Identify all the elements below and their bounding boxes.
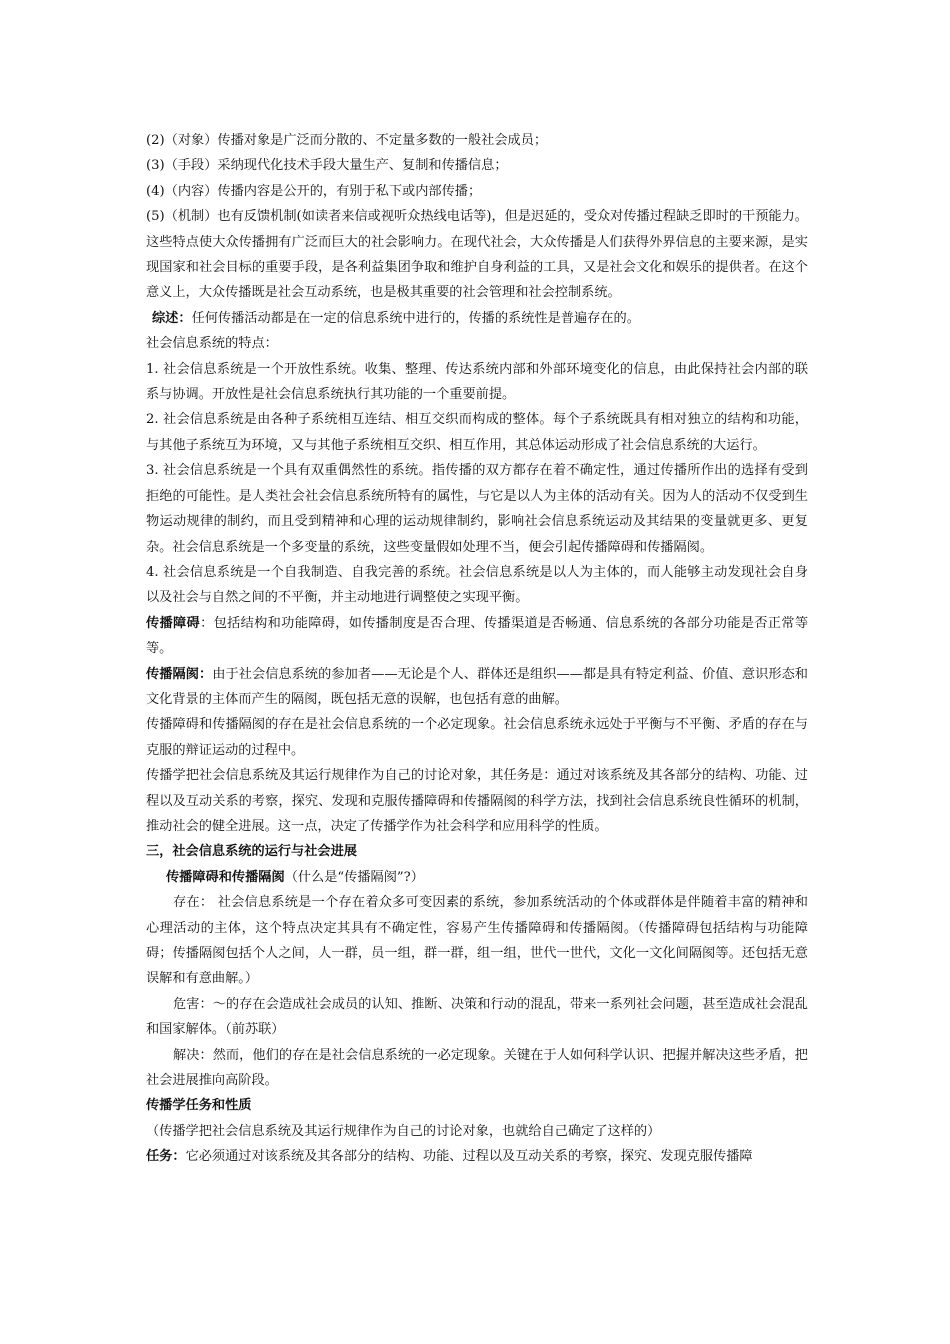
- definition-text: ：包括结构和功能障碍，如传播制度是否合理、传播渠道是否畅通、信息系统的各部分功能是否正常等等。: [146, 615, 809, 657]
- list-item: 2. 社会信息系统是由各种子系统相互连结、相互交织而构成的整体。每个子系统既具有相对独立的结构和功能，与其他子系统互为环境，又与其他子系统相互交织、相互作用，其总体运动形成了社会信息系统的大运行。: [146, 412, 808, 453]
- summary-label: 综述：: [152, 310, 192, 326]
- definition-paragraph: [146, 662, 808, 713]
- term-label: 传播障碍: [146, 615, 201, 631]
- subsection-heading: [146, 865, 808, 890]
- list-item: 4. 社会信息系统是一个自我制造、自我完善的系统。社会信息系统是以人为主体的，而人能够主动发现社会自身以及社会与自然之间的不平衡，并主动地进行调整使之实现平衡。: [146, 564, 808, 606]
- subsection-title: 传播障碍和传播隔阂: [166, 869, 285, 885]
- section-heading: 三，社会信息系统的运行与社会进展: [146, 844, 357, 860]
- task-paragraph: [146, 1144, 808, 1169]
- paragraph: 解决：然而，他们的存在是社会信息系统的一必定现象。关键在于人如何科学认识、把握并解决这些矛盾，把社会进展推向高阶段。: [146, 1047, 808, 1089]
- list-item: 1. 社会信息系统是一个开放性系统。收集、整理、传达系统内部和外部环境变化的信息，由此保持社会内部的联系与协调。开放性是社会信息系统执行其功能的一个重要前提。: [146, 361, 808, 403]
- paragraph: 危害：～的存在会造成社会成员的认知、推断、决策和行动的混乱，带来一系列社会问题，甚至造成社会混乱和国家解体。（前苏联）: [146, 996, 808, 1038]
- definition-paragraph: [146, 611, 808, 662]
- summary-text: 任何传播活动都是在一定的信息系统中进行的，传播的系统性是普遍存在的。: [191, 310, 640, 326]
- summary-paragraph: [146, 306, 808, 331]
- paragraph: (2)（对象）传播对象是广泛而分散的、不定量多数的一般社会成员；: [146, 133, 548, 148]
- paragraph: (4)（内容）传播内容是公开的，有别于私下或内部传播；: [146, 183, 482, 199]
- paragraph: （传播学把社会信息系统及其运行规律作为自己的讨论对象，也就给自己确定了这样的）: [146, 1123, 661, 1139]
- paragraph: 传播学把社会信息系统及其运行规律作为自己的讨论对象，其任务是：通过对该系统及其各部分的结构、功能、过程以及互动关系的考察，探究、发现和克服传播障碍和传播隔阂的科学方法，找到社会信息系统良性循环的机制，推动社会的健全进展。这一点，决定了传播学作为社会科学和应用科学的性质。: [146, 768, 808, 834]
- paragraph: (5)（机制）也有反馈机制(如读者来信或视听众热线电话等)，但是迟延的，受众对传播过程缺乏即时的干预能力。: [146, 209, 808, 225]
- paragraph: (3)（手段）采纳现代化技术手段大量生产、复制和传播信息；: [146, 158, 508, 174]
- paragraph: 这些特点使大众传播拥有广泛而巨大的社会影响力。在现代社会，大众传播是人们获得外界信息的主要来源，是实现国家和社会目标的重要手段，是各利益集团争取和维护自身利益的工具，又是社会文化和娱乐的提供者。在这个意义上，大众传播既是社会互动系统，也是极其重要的社会管理和社会控制系统。: [146, 234, 808, 301]
- definition-text: 由于社会信息系统的参加者——无论是个人、群体还是组织——都是具有特定利益、价值、意识形态和文化背景的主体而产生的隔阂，既包括无意的误解，也包括有意的曲解。: [146, 666, 808, 707]
- term-label: 传播隔阂：: [146, 666, 213, 682]
- subsection-question: （什么是“传播隔阂”?）: [284, 869, 424, 885]
- document-body: [146, 128, 808, 1170]
- paragraph: 存在： 社会信息系统是一个存在着众多可变因素的系统，参加系统活动的个体或群体是伴随着丰富的精神和心理活动的主体，这个特点决定其具有不确定性，容易产生传播障碍和传播隔阂。（传播障碍包括结构与功能障碍；传播隔阂包括个人之间，人一群，员一组，群一群，组一组，世代一世代，文化一文化间隔阂等。还包括无意误解和有意曲解。）: [146, 895, 808, 987]
- section-heading: 传播学任务和性质: [146, 1098, 252, 1114]
- list-item: 3. 社会信息系统是一个具有双重偶然性的系统。指传播的双方都存在着不确定性，通过传播所作出的选择有受到拒绝的可能性。是人类社会社会信息系统所特有的属性，与它是以人为主体的活动有关。因为人的活动不仅受到生物运动规律的制约，而且受到精神和心理的运动规律制约，影响社会信息系统运动及其结果的变量就更多、更复杂。社会信息系统是一个多变量的系统，这些变量假如处理不当，便会引起传播障碍和传播隔阂。: [146, 463, 808, 555]
- paragraph: 社会信息系统的特点：: [146, 336, 278, 352]
- task-label: 任务：: [146, 1149, 186, 1165]
- paragraph: 传播障碍和传播隔阂的存在是社会信息系统的一个必定现象。社会信息系统永远处于平衡与不平衡、矛盾的存在与克服的辩证运动的过程中。: [146, 717, 808, 758]
- task-text: 它必须通过对该系统及其各部分的结构、功能、过程以及互动关系的考察，探究、发现克服传播障: [185, 1149, 753, 1165]
